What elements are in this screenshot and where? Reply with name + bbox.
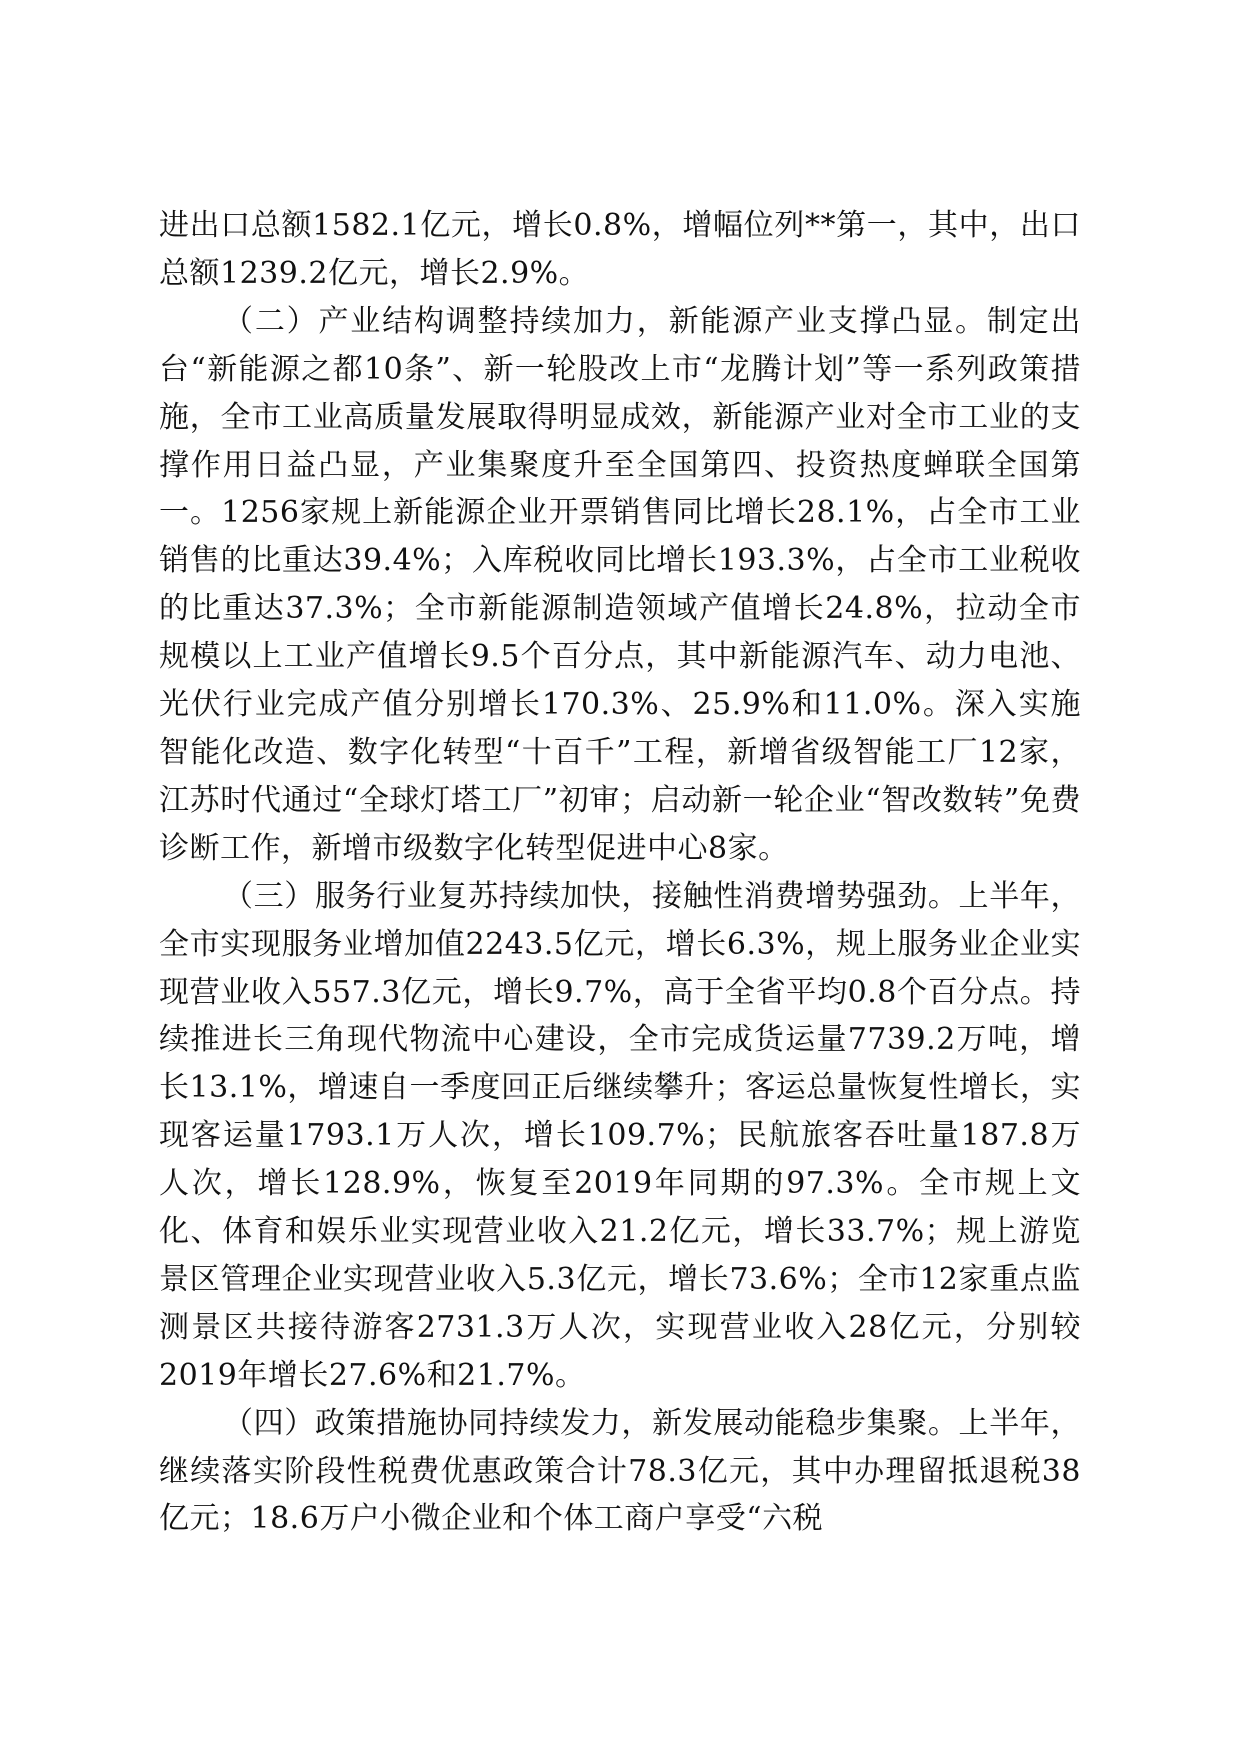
paragraph-section-2: （二）产业结构调整持续加力，新能源产业支撑凸显。制定出台“新能源之都10条”、新一轮股改上市“龙腾计划”等一系列政策措施，全市工业高质量发展取得明显成效，新能源产业对全市工业的支撑作用日益凸显，产业集聚度升至全国第四、投资热度蝉联全国第一。1256家规上新能源企业开票销售同比增长28.1%，占全市工业销售的比重达39.4%；入库税收同比增长193.3%，占全市工业税收的比重达37.3%；全市新能源制造领域产值增长24.8%，拉动全市规模以上工业产值增长9.5个百分点，其中新能源汽车、动力电池、光伏行业完成产值分别增长170.3%、25.9%和11.0%。深入实施智能化改造、数字化转型“十百千”工程，新增省级智能工厂12家，江苏时代通过“全球灯塔工厂”初审；启动新一轮企业“智改数转”免费诊断工作，新增市级数字化转型促进中心8家。 <box>159 303 1081 866</box>
paragraph-section-3: （三）服务行业复苏持续加快，接触性消费增势强劲。上半年，全市实现服务业增加值2243.5亿元，增长6.3%，规上服务业企业实现营业收入557.3亿元，增长9.7%，高于全省平均0.8个百分点。持续推进长三角现代物流中心建设，全市完成货运量7739.2万吨，增长13.1%，增速自一季度回正后继续攀升；客运总量恢复性增长，实现客运量1793.1万人次，增长109.7%；民航旅客吞吐量187.8万人次，增长128.9%，恢复至2019年同期的97.3%。全市规上文化、体育和娱乐业实现营业收入21.2亿元，增长33.7%；规上游览景区管理企业实现营业收入5.3亿元，增长73.6%；全市12家重点监测景区共接待游客2731.3万人次，实现营业收入28亿元，分别较2019年增长27.6%和21.7%。 <box>159 878 1081 1393</box>
paragraph-section-4: （四）政策措施协同持续发力，新发展动能稳步集聚。上半年，继续落实阶段性税费优惠政策合计78.3亿元，其中办理留抵退税38亿元；18.6万户小微企业和个体工商户享受“六税 <box>159 1405 1081 1537</box>
document-body <box>159 202 1081 1543</box>
paragraph-continuation: 进出口总额1582.1亿元，增长0.8%，增幅位列**第一，其中，出口总额1239.2亿元，增长2.9%。 <box>159 208 1081 291</box>
